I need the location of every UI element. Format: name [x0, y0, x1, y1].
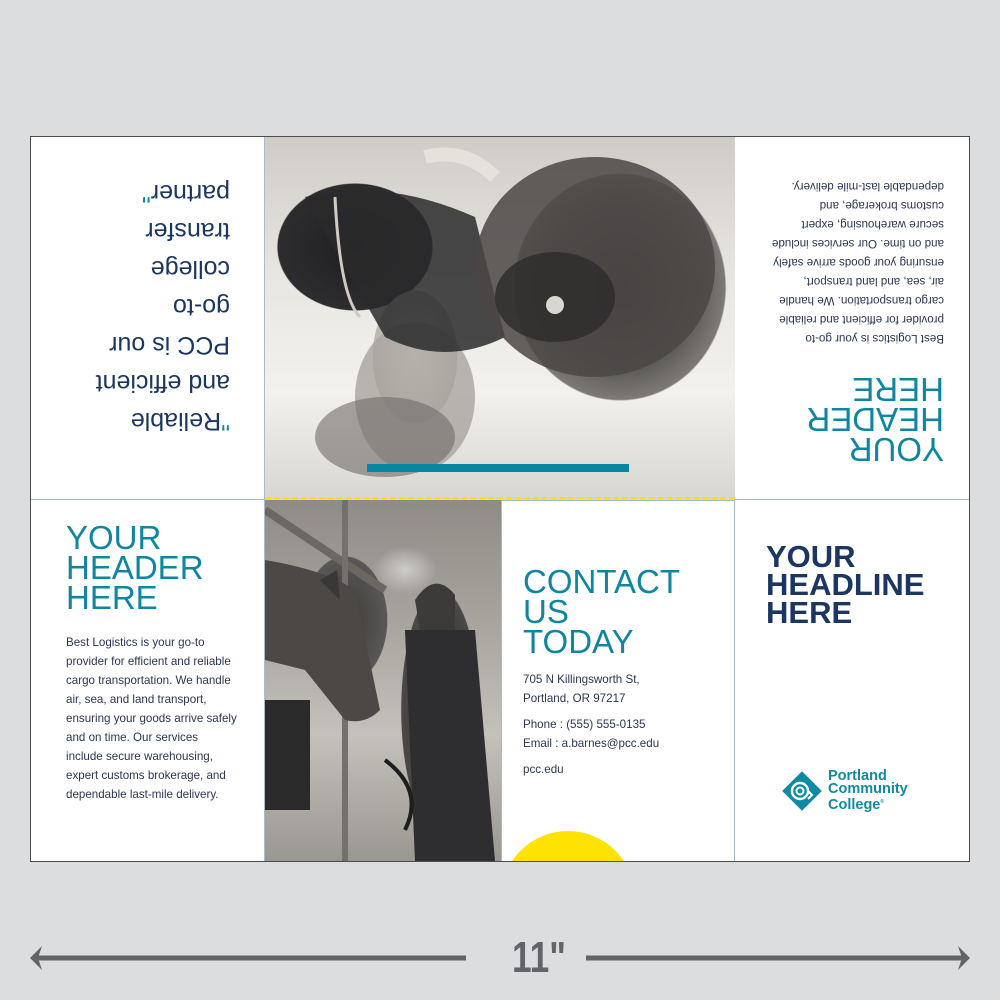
headline-line: HERE: [766, 595, 853, 630]
cover-headline: [766, 539, 925, 630]
panel-body-text: Best Logistics is your go-to provider for efficient and reliable cargo transportation. We handle air, sea, and land transport, ensuring your goods arrive safely and on time. Our services include secure warehousing, expert customs brokerage, and dependable last-mile delivery.: [771, 180, 944, 345]
photo-vet-with-sheep: [265, 137, 735, 501]
header-line: CONTACT: [523, 563, 681, 600]
quote-line: transfer: [145, 217, 230, 245]
yellow-semicircle: [501, 831, 635, 861]
pull-quote: [64, 174, 230, 440]
fold-dashed-line: [265, 497, 735, 500]
quote-line: Reliable: [130, 407, 222, 435]
info-panel-top: [735, 137, 969, 500]
logo-line: Community: [828, 781, 908, 798]
panel-header: [806, 371, 944, 468]
quote-line: partner: [150, 179, 230, 207]
header-line: TODAY: [523, 623, 634, 660]
headline-line: HEADLINE: [766, 567, 925, 602]
open-quote-mark: ": [221, 407, 230, 435]
pcc-spiral-diamond-icon: [779, 768, 825, 814]
header-line: HERE: [66, 579, 158, 616]
header-line: US: [523, 593, 569, 630]
panel-header: [66, 519, 204, 616]
quote-line: college: [150, 255, 230, 283]
quote-line: go-to: [173, 293, 230, 321]
phone: Phone : (555) 555-0135: [523, 718, 646, 731]
double-arrow-icon: [28, 933, 972, 982]
registered-mark: ®: [880, 799, 885, 806]
header-line: HERE: [852, 371, 944, 408]
header-line: HEADER: [806, 401, 944, 438]
accent-bar: [367, 464, 629, 472]
quote-line: and efficient: [95, 369, 230, 397]
width-label: 11": [512, 933, 566, 982]
headline-line: YOUR: [766, 539, 856, 574]
panel-body-text: Best Logistics is your go-to provider for efficient and reliable cargo transportation. We handle air, sea, and land transport, ensuring your goods arrive safely and on time. Our services include secure warehousing, expert customs brokerage, and dependable last-mile delivery.: [66, 636, 237, 801]
header-line: YOUR: [66, 519, 162, 556]
quote-panel: [31, 137, 265, 500]
photo-illustration: [265, 137, 735, 500]
photo-illustration: [265, 500, 501, 861]
address-line-2: Portland, OR 97217: [523, 692, 626, 705]
header-line: HEADER: [66, 549, 204, 586]
address-line-1: 705 N Killingsworth St,: [523, 673, 640, 686]
header-line: YOUR: [848, 431, 944, 468]
pcc-logo: [779, 768, 908, 814]
logo-wordmark: [828, 770, 908, 812]
photo-man-with-horse: [265, 500, 502, 861]
decorative-semicircle-clip: [501, 500, 734, 861]
logo-line: Portland: [828, 768, 887, 785]
info-panel-bottom: [31, 500, 265, 861]
email: Email : a.barnes@pcc.edu: [523, 737, 660, 750]
website: pcc.edu: [523, 763, 564, 776]
logo-line: College: [828, 796, 881, 813]
close-quote-mark: ": [141, 179, 151, 207]
quote-line: PCC is our: [109, 331, 230, 359]
width-measurement: [28, 933, 972, 982]
